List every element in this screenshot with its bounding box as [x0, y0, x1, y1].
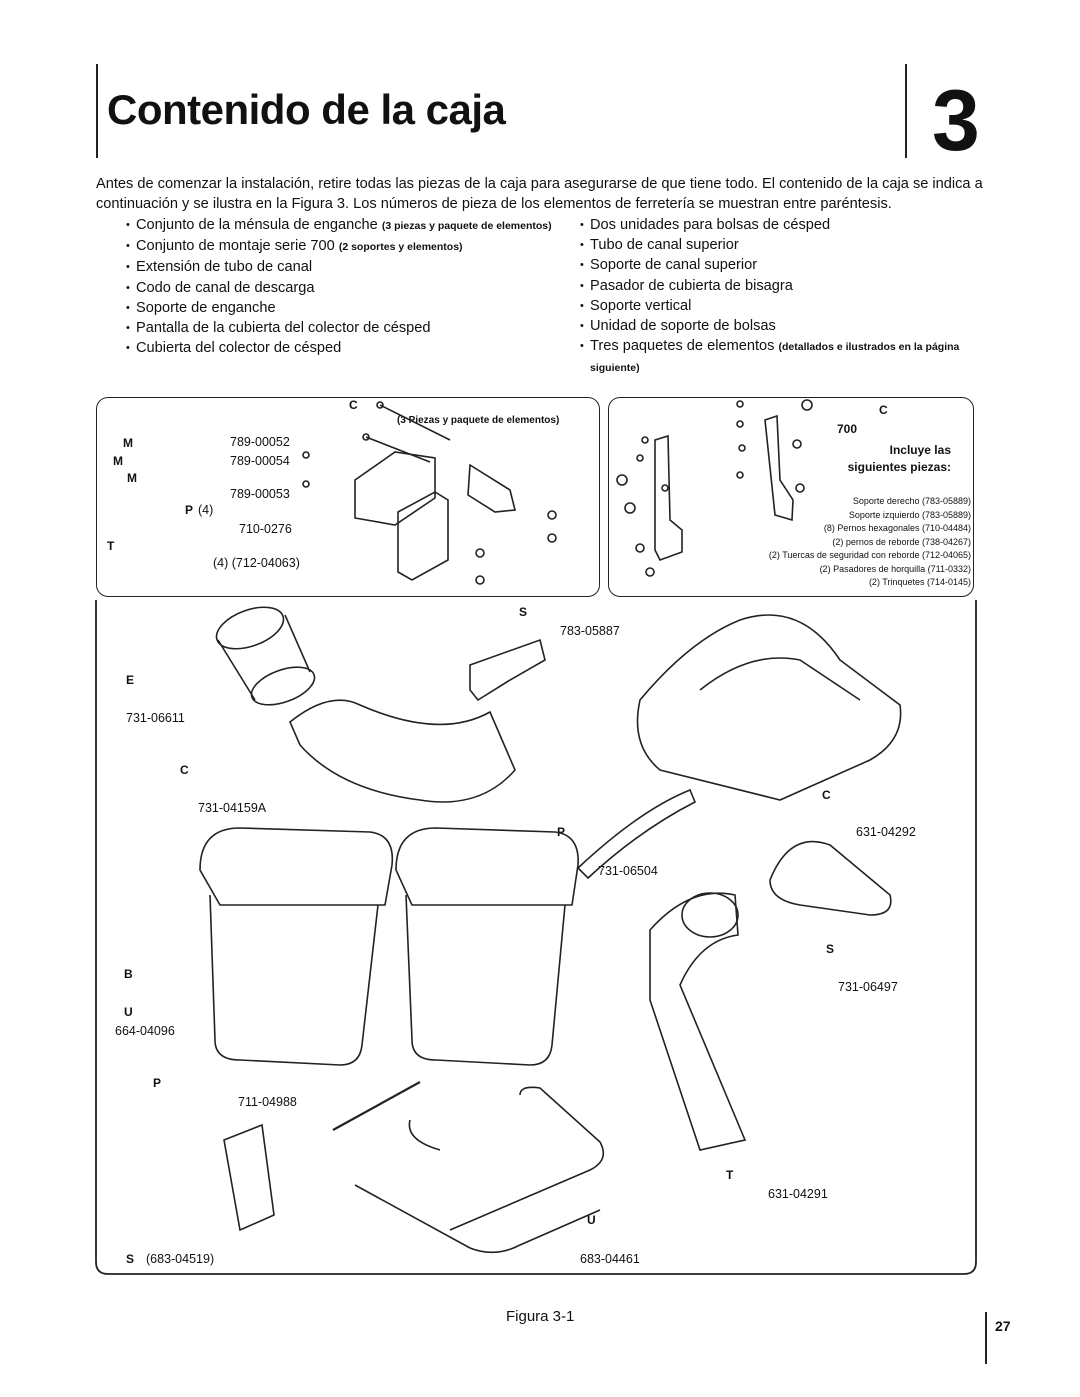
hitch-part-number: 789-00053: [230, 487, 290, 501]
hitch-box-heading: C: [349, 398, 358, 412]
part-number: 731-06497: [838, 980, 898, 994]
mount-kit-box: [608, 397, 974, 597]
item-text: Dos unidades para bolsas de césped: [590, 217, 831, 233]
part-number: 731-06504: [598, 864, 658, 878]
contents-list-item: [96, 338, 556, 358]
mount-box-subheading: 700: [837, 422, 858, 436]
mount-kit-part: (2) Pasadores de horquilla (711-0332): [819, 563, 971, 574]
item-text: Soporte de canal superior: [590, 257, 758, 274]
part-number: 683-04461: [580, 1252, 640, 1266]
part-label: B: [124, 967, 133, 981]
item-text: Soporte de enganche: [136, 299, 276, 316]
part-label: S: [826, 942, 835, 956]
contents-list-item: [96, 236, 556, 257]
mount-kit-parts-list: [731, 495, 971, 590]
contents-list-item: [550, 316, 990, 336]
item-text: Conjunto de montaje serie 700: [136, 238, 339, 255]
item-text: Tubo de canal superior: [590, 237, 739, 254]
contents-list-item: [550, 336, 990, 378]
mount-box-heading: C: [879, 403, 888, 417]
part-number: 631-04291: [768, 1187, 828, 1201]
part-number: 631-04292: [856, 825, 916, 839]
item-text: Cubierta del colector de césped: [136, 340, 342, 357]
item-text: Pasador de cubierta de bisagra: [590, 277, 793, 294]
contents-list-item: [96, 318, 556, 338]
contents-list-right: [550, 215, 990, 379]
mount-kit-part: Soporte derecho (783-05889): [852, 496, 971, 506]
part-number: 664-04096: [115, 1024, 175, 1038]
item-note: (detallados e ilustrados en la página siguiente): [590, 341, 960, 375]
hitch-bracket-box: [96, 397, 600, 597]
part-label: U: [124, 1005, 133, 1019]
item-text: Pantalla de la cubierta del colector de césped: [136, 320, 431, 337]
contents-list-item: [96, 257, 556, 277]
part-label: U: [587, 1213, 596, 1227]
mount-kit-part: (2) pernos de reborde (738-04267): [832, 536, 971, 547]
contents-list-item: [550, 235, 990, 255]
part-number: (683-04519): [146, 1252, 215, 1266]
item-text: Conjunto de la ménsula de enganche: [136, 217, 382, 233]
page-title: Contenido de la caja: [107, 86, 506, 133]
hitch-box-subheading: (3 Piezas y paquete de elementos): [397, 415, 560, 426]
item-text: Codo de canal de descarga: [136, 279, 315, 296]
contents-list-item: [96, 278, 556, 298]
hitch-part-name: M: [123, 436, 133, 450]
part-number: 731-04159A: [198, 801, 267, 815]
mount-kit-part: (8) Pernos hexagonales (710-04484): [823, 523, 971, 533]
header-rule-left: [96, 64, 98, 158]
part-label: T: [726, 1168, 734, 1182]
contents-list-item: [550, 215, 990, 235]
part-label: S: [519, 605, 528, 619]
part-label: C: [822, 788, 831, 802]
item-text: Extensión de tubo de canal: [136, 259, 313, 276]
item-note: (3 piezas y paquete de elementos): [381, 220, 552, 232]
item-text: Soporte vertical: [590, 297, 692, 314]
part-label: P: [153, 1076, 162, 1090]
chapter-number: 3: [932, 73, 980, 169]
hitch-part-number: (4): [198, 503, 214, 517]
contents-list-item: [550, 276, 990, 296]
part-label: E: [126, 673, 135, 687]
part-label: P: [557, 825, 566, 839]
mount-box-includes: Incluye las siguientes piezas:: [847, 443, 951, 474]
mount-kit-part: Soporte izquierdo (783-05889): [848, 509, 971, 520]
hitch-part-number: (4) (712-04063): [213, 556, 300, 570]
part-number: 731-06611: [126, 711, 185, 725]
hitch-part-number: 789-00052: [230, 435, 290, 449]
part-number: 783-05887: [560, 624, 620, 638]
contents-list-item: [96, 298, 556, 318]
mount-kit-part: (2) Tuercas de seguridad con reborde (712-04065): [768, 550, 971, 560]
hitch-part-name: M: [127, 471, 137, 485]
item-text: Unidad de soporte de bolsas: [590, 318, 776, 335]
part-label: C: [180, 763, 189, 777]
contents-list-item: [96, 215, 556, 236]
hitch-part-name: T: [107, 539, 115, 553]
part-number: 711-04988: [238, 1095, 297, 1109]
contents-list-left: [96, 215, 556, 358]
footer-rule: [985, 1312, 987, 1364]
contents-list-item: [550, 296, 990, 316]
figure-caption: Figura 3-1: [506, 1308, 575, 1325]
mount-kit-part: (2) Trinquetes (714-0145): [868, 577, 971, 587]
intro-paragraph: Antes de comenzar la instalación, retire todas las piezas de la caja para asegurarse de que tiene todo. El contenido de la caja se indica a continuación y se ilustra en la Figura 3. Los números de pieza de los elementos de ferretería se muestran entre paréntesis.: [96, 176, 983, 212]
item-text: Tres paquetes de elementos: [590, 338, 779, 355]
hitch-part-name: P: [185, 503, 194, 517]
hitch-part-number: 710-0276: [239, 522, 292, 536]
hitch-part-number: 789-00054: [230, 454, 290, 468]
page-number: 27: [995, 1318, 1011, 1334]
hitch-part-name: M: [113, 454, 123, 468]
header-rule-right: [905, 64, 907, 158]
part-label: S: [126, 1252, 135, 1266]
contents-list-item: [550, 255, 990, 275]
item-note: (2 soportes y elementos): [338, 241, 463, 254]
